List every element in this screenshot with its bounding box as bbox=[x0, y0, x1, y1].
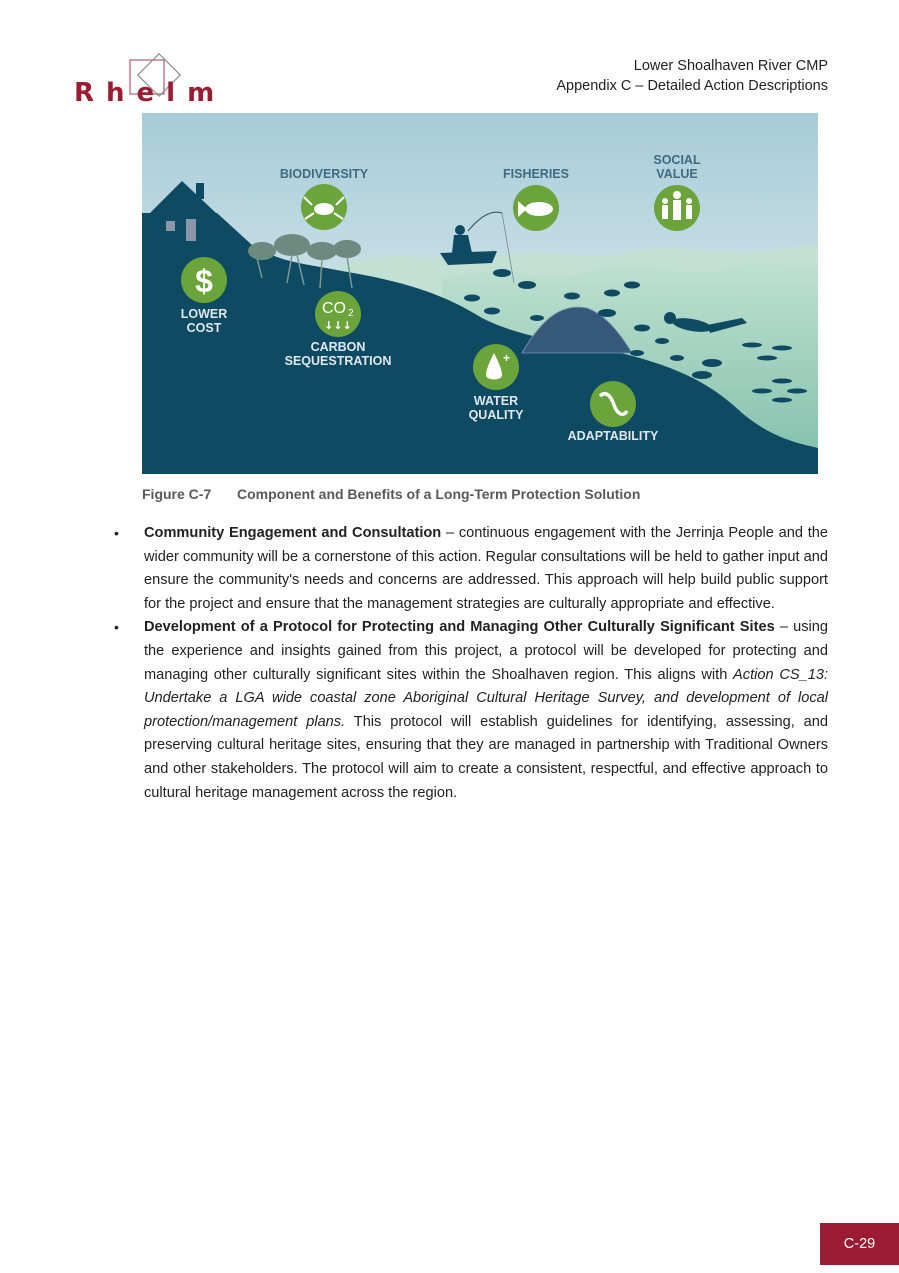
label-adaptability: ADAPTABILITY bbox=[567, 429, 659, 443]
figure-caption bbox=[142, 486, 640, 502]
label-value: VALUE bbox=[656, 167, 698, 181]
carbon-co2-icon bbox=[315, 291, 361, 337]
figure-title: Component and Benefits of a Long-Term Protection Solution bbox=[237, 486, 641, 502]
bullet-protocol-development bbox=[108, 616, 828, 805]
label-fisheries: FISHERIES bbox=[503, 167, 569, 181]
bullet-marker: • bbox=[114, 619, 119, 636]
logo-text: Rhelm bbox=[74, 78, 227, 108]
adaptability-wave-icon bbox=[590, 381, 636, 427]
document-title: Lower Shoalhaven River CMP bbox=[633, 58, 828, 74]
document-subtitle: Appendix C – Detailed Action Descriptions bbox=[556, 78, 828, 94]
label-social: SOCIAL bbox=[653, 153, 701, 167]
bullet-heading: Development of a Protocol for Protecting and Managing Other Culturally Significant Sites bbox=[144, 619, 775, 636]
rhelm-logo bbox=[74, 50, 227, 108]
bullet-marker: • bbox=[114, 525, 119, 541]
label-cost: COST bbox=[186, 321, 222, 335]
label-biodiversity: BIODIVERSITY bbox=[279, 167, 369, 181]
page-number: C-29 bbox=[843, 1236, 876, 1252]
page-number-badge bbox=[820, 1223, 899, 1265]
bullet-text: – continuous engagement with the Jerrinja People and the wider community will be a cornerstone of this action. Regular consultations will be held to gather input and ensure the community's needs and concerns are addressed. This approach will help build public support for the project and ensure that the management strategies are culturally appropriate and effective. bbox=[144, 525, 828, 612]
infographic-svg bbox=[142, 113, 818, 474]
svg-text:$: $ bbox=[195, 263, 213, 299]
label-carbon: CARBON bbox=[310, 340, 366, 354]
svg-text:CO: CO bbox=[322, 300, 346, 317]
fisheries-fish-icon bbox=[513, 185, 559, 231]
label-lower: LOWER bbox=[180, 307, 228, 321]
document-header bbox=[556, 56, 828, 96]
svg-text:+: + bbox=[503, 351, 511, 365]
label-water: WATER bbox=[473, 394, 519, 408]
svg-text:2: 2 bbox=[348, 308, 354, 319]
social-value-people-icon bbox=[654, 185, 700, 231]
label-sequestration: SEQUESTRATION bbox=[284, 354, 392, 368]
bullet-text-continued: This protocol will establish guidelines for identifying, assessing, and preserving cultural heritage sites, ensuring that they are managed in partnership with Traditional Owners and other stakeholders. The protocol will aim to create a consistent, respectful, and effective approach to cultural heritage management across the region. bbox=[144, 713, 828, 801]
label-quality: QUALITY bbox=[468, 408, 524, 422]
water-quality-drop-icon bbox=[473, 344, 519, 390]
bullet-community-engagement bbox=[108, 522, 828, 616]
bullet-text: – using the experience and insights gained from this project, a protocol will be developed for protecting and managing other culturally significant sites within the Shoalhaven region. This aligns with bbox=[144, 619, 828, 683]
action-bullet-list bbox=[108, 522, 828, 805]
action-reference: Action CS_13: Undertake a LGA wide coastal zone Aboriginal Cultural Heritage Survey, and development of local protection/management plans. bbox=[144, 666, 828, 730]
figure-number: Figure C-7 bbox=[142, 486, 212, 502]
biodiversity-crab-icon bbox=[301, 184, 347, 230]
lower-cost-dollar-icon bbox=[181, 257, 227, 303]
svg-text:↓↓↓: ↓↓↓ bbox=[324, 319, 352, 332]
benefits-infographic bbox=[142, 113, 818, 474]
bullet-heading: Community Engagement and Consultation bbox=[144, 525, 442, 541]
